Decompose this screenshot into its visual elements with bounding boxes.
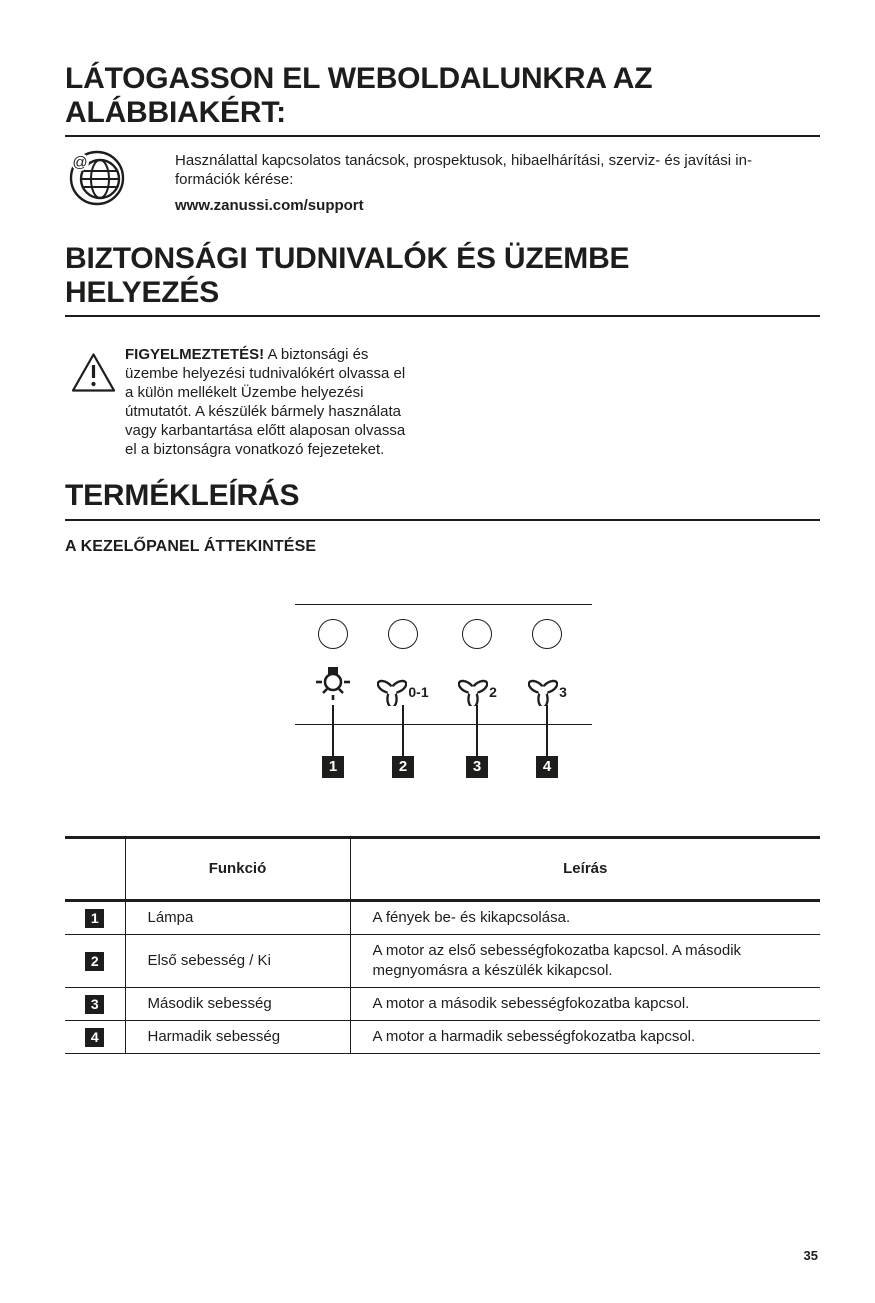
website-section-title: LÁTOGASSON EL WEBOLDALUNKRA AZ ALÁBBIAKÉRT: [65,62,653,129]
light-icon [313,662,353,706]
page-number: 35 [803,1248,818,1263]
warning-body: A biztonsági és üzembe helyezési tudnivalókért olvassa el a külön mellékelt Üzembe helyezési útmutatót. A készülék bármely használata vagy karbantartása előtt alaposan olvassa el a biztonságra vonatkozó fejezeteket. [125,346,406,459]
website-info-row [65,147,820,215]
fan-speed-1-icon [373,662,433,706]
table-header-row [65,837,820,900]
panel-button-2 [388,619,418,649]
callout-number-3: 3 [466,756,488,778]
globe-at-icon [65,147,175,215]
row-function: Második sebesség [125,987,350,1020]
table-header-function: Funkció [125,837,350,900]
row-description: A motor az első sebességfokozatba kapcsol. A második megnyomásra a készülék kikapcsol. [350,934,820,987]
warning-block [65,345,820,459]
function-table [65,836,820,1054]
svg-text:@: @ [72,154,88,172]
panel-button-1 [318,619,348,649]
table-row [65,987,820,1020]
callout-line-4 [546,705,548,756]
title-divider [65,135,820,137]
fan-speed-2-icon [450,662,505,706]
table-row [65,1020,820,1053]
callout-line-1 [332,705,334,756]
title-divider [65,519,820,521]
description-line: Használattal kapcsolatos tanácsok, prospektusok, hibaelhárítási, szerviz- és javítási in- [175,152,752,170]
row-number-badge: 3 [85,995,104,1014]
table-row [65,900,820,934]
row-description: A motor a harmadik sebességfokozatba kapcsol. [350,1020,820,1053]
control-panel-diagram [295,602,592,780]
title-divider [65,315,820,317]
website-description [175,147,752,215]
row-number-badge: 1 [85,909,104,928]
warning-triangle-icon [65,345,125,459]
row-description: A motor a második sebességfokozatba kapcsol. [350,987,820,1020]
fan-speed-label: 0-1 [408,683,429,700]
callout-line-2 [402,705,404,756]
safety-section-title: BIZTONSÁGI TUDNIVALÓK ÉS ÜZEMBE HELYEZÉS [65,242,630,309]
page-content [0,62,875,1054]
table-row [65,934,820,987]
manual-page [0,62,875,1303]
fan-speed-3-icon [520,662,575,706]
row-function: Lámpa [125,900,350,934]
support-url: www.zanussi.com/support [175,197,364,215]
callout-number-1: 1 [322,756,344,778]
panel-top-line [295,604,592,605]
control-panel-subtitle: A KEZELŐPANEL ÁTTEKINTÉSE [65,537,317,555]
product-section-title: TERMÉKLEÍRÁS [65,479,300,513]
fan-speed-label: 2 [489,683,497,700]
fan-speed-label: 3 [559,683,567,700]
warning-label: FIGYELMEZTETÉS! [125,346,265,364]
row-description: A fények be- és kikapcsolása. [350,900,820,934]
row-number-badge: 4 [85,1028,104,1047]
callout-number-4: 4 [536,756,558,778]
description-line: formációk kérése: [175,171,294,189]
table-header-description: Leírás [350,837,820,900]
row-number-badge: 2 [85,952,104,971]
table-header-number [65,837,125,900]
callout-line-3 [476,705,478,756]
callout-number-2: 2 [392,756,414,778]
row-function: Harmadik sebesség [125,1020,350,1053]
row-function: Első sebesség / Ki [125,934,350,987]
warning-text [125,345,417,459]
panel-button-3 [462,619,492,649]
panel-button-4 [532,619,562,649]
